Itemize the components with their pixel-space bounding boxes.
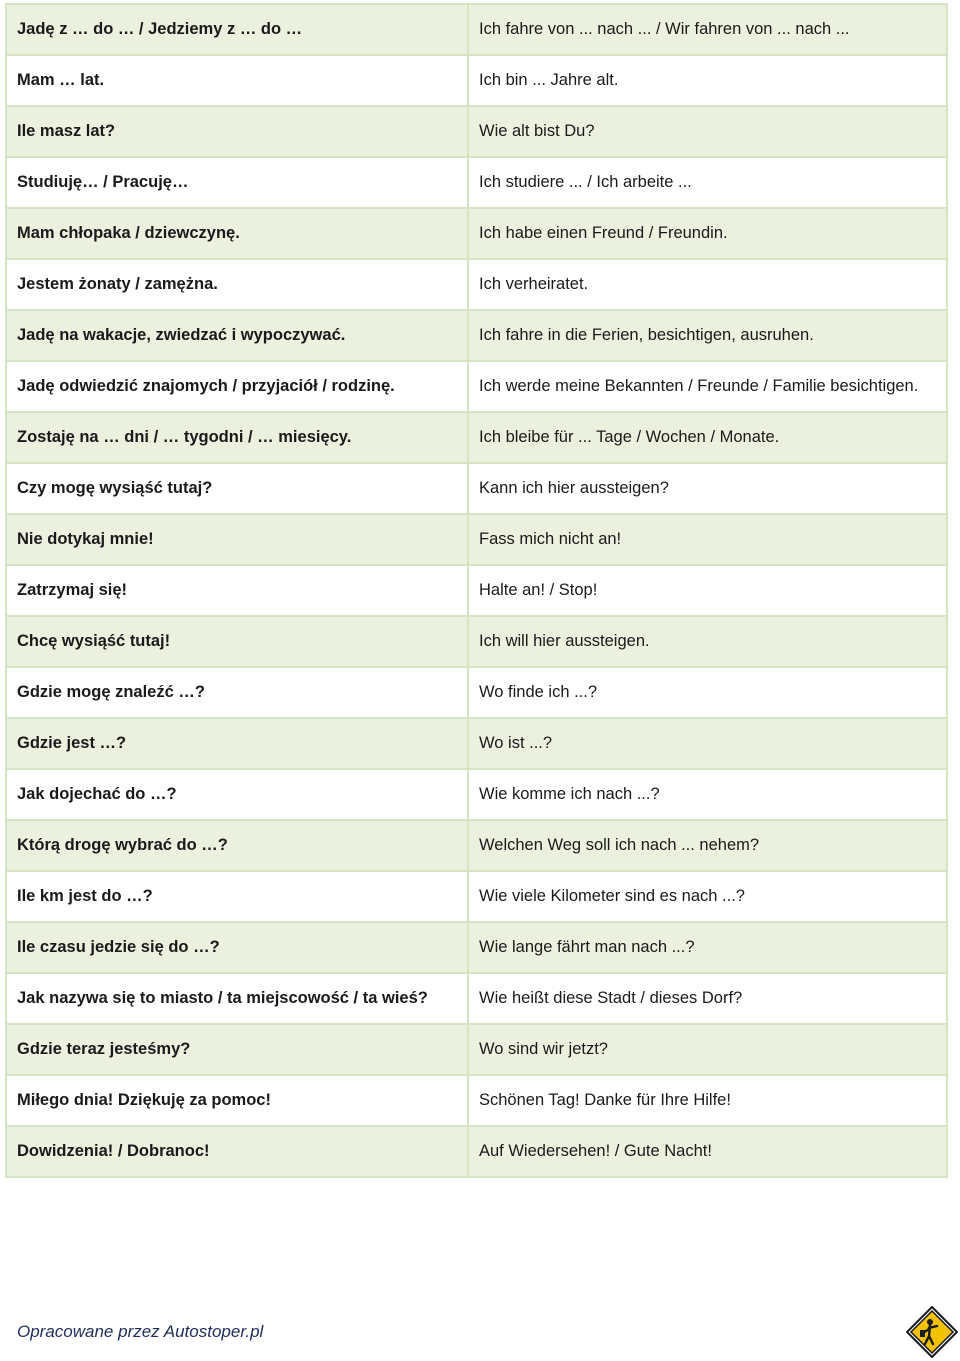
table-row xyxy=(6,463,947,514)
polish-phrase: Mam chłopaka / dziewczynę. xyxy=(6,208,468,259)
german-phrase: Ich verheiratet. xyxy=(468,259,947,310)
german-phrase: Wo finde ich ...? xyxy=(468,667,947,718)
german-phrase: Welchen Weg soll ich nach ... nehem? xyxy=(468,820,947,871)
german-phrase: Ich fahre in die Ferien, besichtigen, ausruhen. xyxy=(468,310,947,361)
german-phrase: Wie alt bist Du? xyxy=(468,106,947,157)
table-row xyxy=(6,55,947,106)
polish-phrase: Dowidzenia! / Dobranoc! xyxy=(6,1126,468,1177)
polish-phrase: Studiuję… / Pracuję… xyxy=(6,157,468,208)
german-phrase: Ich werde meine Bekannten / Freunde / Familie besichtigen. xyxy=(468,361,947,412)
table-row xyxy=(6,769,947,820)
german-phrase: Wie viele Kilometer sind es nach ...? xyxy=(468,871,947,922)
german-phrase: Ich bin ... Jahre alt. xyxy=(468,55,947,106)
german-phrase: Schönen Tag! Danke für Ihre Hilfe! xyxy=(468,1075,947,1126)
german-phrase: Wo sind wir jetzt? xyxy=(468,1024,947,1075)
polish-phrase: Gdzie teraz jesteśmy? xyxy=(6,1024,468,1075)
polish-phrase: Ile masz lat? xyxy=(6,106,468,157)
table-row xyxy=(6,157,947,208)
table-row xyxy=(6,922,947,973)
phrase-table-body xyxy=(6,4,947,1177)
german-phrase: Fass mich nicht an! xyxy=(468,514,947,565)
german-phrase: Wie heißt diese Stadt / dieses Dorf? xyxy=(468,973,947,1024)
table-row xyxy=(6,871,947,922)
footer-credit: Opracowane przez Autostoper.pl xyxy=(17,1322,264,1341)
german-phrase: Ich studiere ... / Ich arbeite ... xyxy=(468,157,947,208)
phrase-table xyxy=(5,3,948,1178)
table-row xyxy=(6,208,947,259)
polish-phrase: Jadę odwiedzić znajomych / przyjaciół / rodzinę. xyxy=(6,361,468,412)
table-row xyxy=(6,1075,947,1126)
polish-phrase: Nie dotykaj mnie! xyxy=(6,514,468,565)
german-phrase: Ich fahre von ... nach ... / Wir fahren von ... nach ... xyxy=(468,4,947,55)
polish-phrase: Ile czasu jedzie się do …? xyxy=(6,922,468,973)
german-phrase: Ich will hier aussteigen. xyxy=(468,616,947,667)
german-phrase: Wie lange fährt man nach ...? xyxy=(468,922,947,973)
table-row xyxy=(6,718,947,769)
polish-phrase: Mam … lat. xyxy=(6,55,468,106)
table-row xyxy=(6,106,947,157)
hitchhiker-road-sign-icon xyxy=(906,1306,958,1358)
table-row xyxy=(6,667,947,718)
table-row xyxy=(6,973,947,1024)
german-phrase: Auf Wiedersehen! / Gute Nacht! xyxy=(468,1126,947,1177)
table-row xyxy=(6,616,947,667)
polish-phrase: Którą drogę wybrać do …? xyxy=(6,820,468,871)
polish-phrase: Jadę na wakacje, zwiedzać i wypoczywać. xyxy=(6,310,468,361)
polish-phrase: Jestem żonaty / zamężna. xyxy=(6,259,468,310)
german-phrase: Ich habe einen Freund / Freundin. xyxy=(468,208,947,259)
polish-phrase: Jadę z … do … / Jedziemy z … do … xyxy=(6,4,468,55)
polish-phrase: Zatrzymaj się! xyxy=(6,565,468,616)
table-row xyxy=(6,310,947,361)
table-row xyxy=(6,4,947,55)
german-phrase: Kann ich hier aussteigen? xyxy=(468,463,947,514)
polish-phrase: Jak dojechać do …? xyxy=(6,769,468,820)
german-phrase: Halte an! / Stop! xyxy=(468,565,947,616)
polish-phrase: Gdzie mogę znaleźć …? xyxy=(6,667,468,718)
table-row xyxy=(6,1024,947,1075)
table-row xyxy=(6,259,947,310)
polish-phrase: Miłego dnia! Dziękuję za pomoc! xyxy=(6,1075,468,1126)
table-row xyxy=(6,412,947,463)
polish-phrase: Ile km jest do …? xyxy=(6,871,468,922)
german-phrase: Wo ist ...? xyxy=(468,718,947,769)
polish-phrase: Chcę wysiąść tutaj! xyxy=(6,616,468,667)
polish-phrase: Gdzie jest …? xyxy=(6,718,468,769)
table-row xyxy=(6,361,947,412)
table-row xyxy=(6,514,947,565)
polish-phrase: Czy mogę wysiąść tutaj? xyxy=(6,463,468,514)
table-row xyxy=(6,565,947,616)
german-phrase: Wie komme ich nach ...? xyxy=(468,769,947,820)
german-phrase: Ich bleibe für ... Tage / Wochen / Monate. xyxy=(468,412,947,463)
polish-phrase: Zostaję na … dni / … tygodni / … miesięcy. xyxy=(6,412,468,463)
table-row xyxy=(6,820,947,871)
polish-phrase: Jak nazywa się to miasto / ta miejscowość / ta wieś? xyxy=(6,973,468,1024)
table-row xyxy=(6,1126,947,1177)
